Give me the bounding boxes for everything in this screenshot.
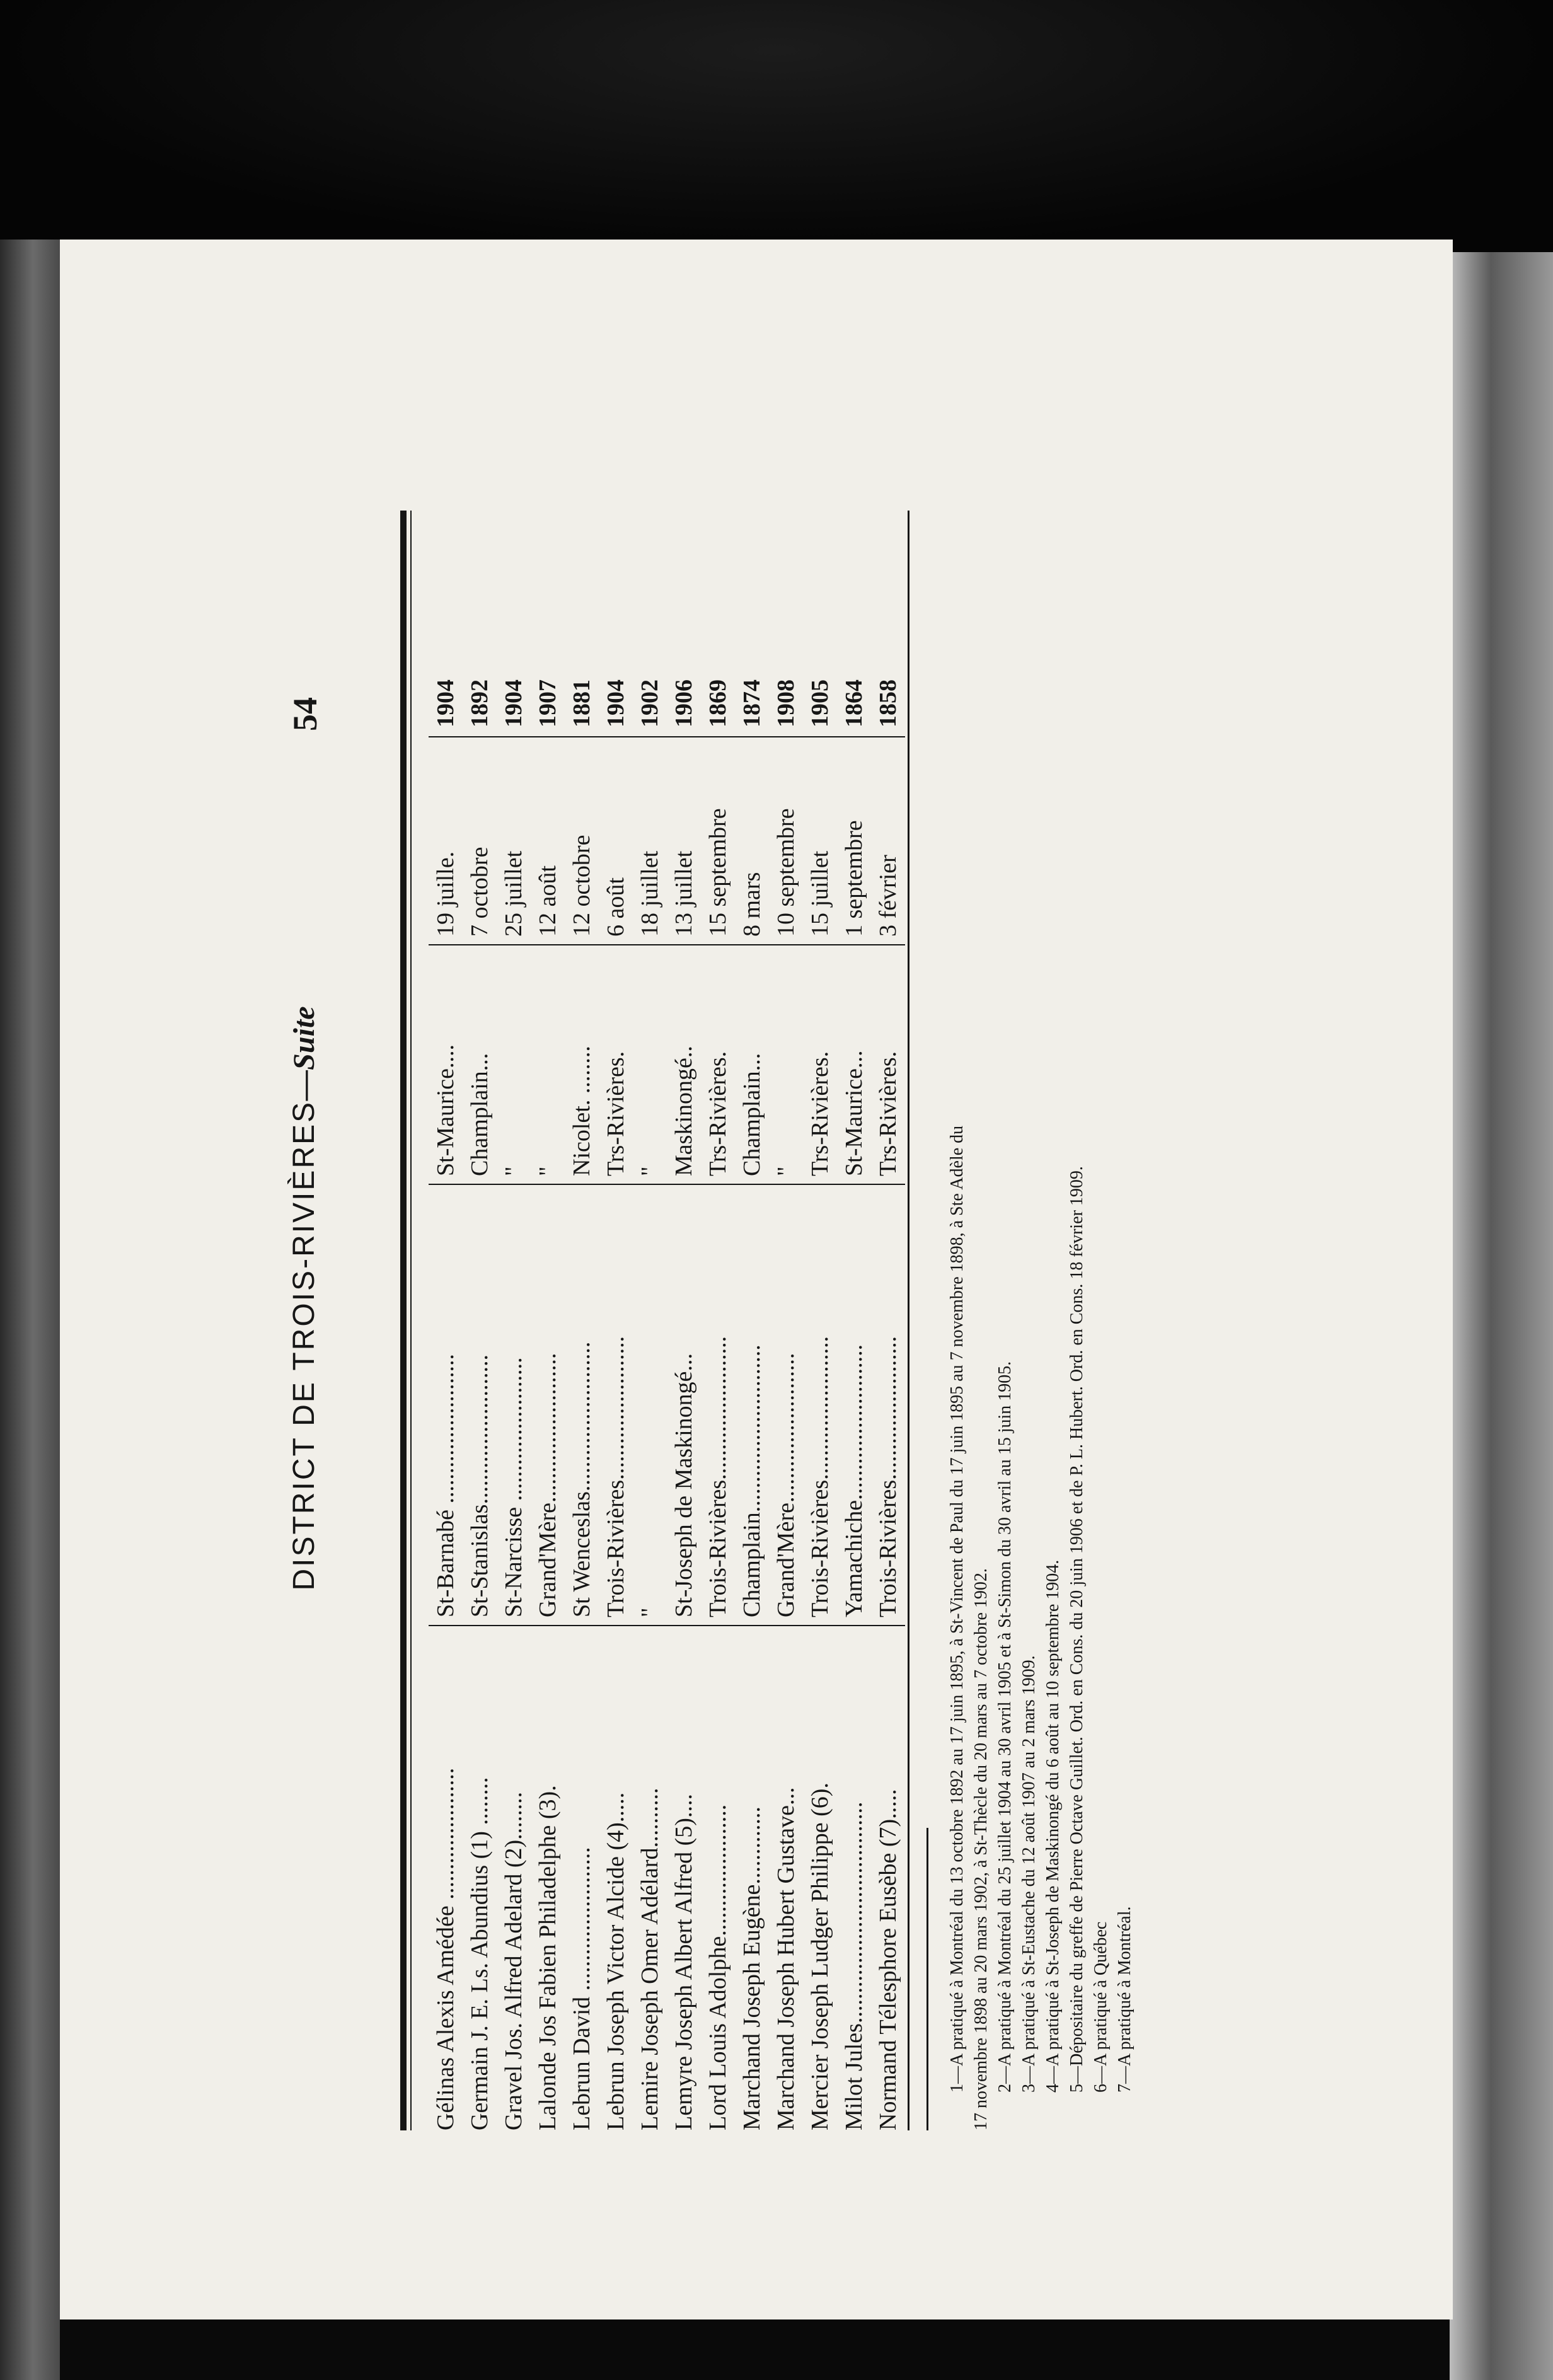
table-row <box>633 511 667 2130</box>
notary-county: St-Maurice.... <box>429 945 463 1185</box>
notary-county: Maskinongé.. <box>667 945 701 1185</box>
footnote: 6—A pratiqué à Québec <box>1091 1921 1111 2093</box>
table-top-rule-thin <box>410 511 412 2130</box>
notary-parish: Trois-Rivières........................ <box>701 1185 735 1626</box>
footnotes <box>945 511 1137 2130</box>
commission-date: 12 août <box>531 737 565 945</box>
notary-parish: St-Barnabé ......................... <box>429 1185 463 1626</box>
notary-county: " <box>769 945 803 1185</box>
commission-year: 1908 <box>769 649 803 737</box>
table-row <box>735 511 769 2130</box>
commission-date: 3 février <box>871 737 905 945</box>
footnote-rule <box>927 1828 928 2130</box>
table-row <box>463 511 497 2130</box>
commission-year: 1907 <box>531 649 565 737</box>
commission-year: 1904 <box>497 649 531 737</box>
notary-parish: Grand'Mère......................... <box>769 1185 803 1626</box>
footnote: 1—A pratiqué à Montréal du 13 octobre 1892 au 17 juin 1895, à St-Vincent de Paul du 17 juin 1895 au 7 novembre 1898, à Ste Adèle du <box>947 1125 967 2093</box>
table-row <box>429 511 463 2130</box>
notary-name: Lemyre Joseph Albert Alfred (5).... <box>671 1794 697 2130</box>
commission-date: 6 août <box>599 737 633 945</box>
footnote: 2—A pratiqué à Montréal du 25 juillet 1904 au 30 avril 1905 et à St-Simon du 30 avril au 15 juin 1905. <box>995 1361 1015 2093</box>
commission-date: 1 septembre <box>837 737 871 945</box>
page-title <box>287 681 321 1916</box>
table-row <box>531 511 565 2130</box>
commission-date: 7 octobre <box>463 737 497 945</box>
notary-name: Gélinas Alexis Amédée ...................... <box>432 1767 459 2130</box>
notary-county: St-Maurice... <box>837 945 871 1185</box>
table-row <box>769 511 803 2130</box>
notary-parish: Yamachiche.......................... <box>837 1185 871 1626</box>
commission-date: 15 juillet <box>803 737 837 945</box>
commission-date: 10 septembre <box>769 737 803 945</box>
notary-county: Champlain... <box>735 945 769 1185</box>
page-title-suffix: —Suite <box>287 1006 321 1100</box>
book-binding-edge <box>0 240 60 2380</box>
notary-name: Lebrun Joseph Victor Alcide (4)..... <box>603 1792 629 2130</box>
notary-county: " <box>531 945 565 1185</box>
commission-year: 1902 <box>633 649 667 737</box>
notary-county: " <box>633 945 667 1185</box>
table-row <box>599 511 633 2130</box>
notary-county: Trs-Rivières. <box>803 945 837 1185</box>
notary-name: Marchand Joseph Eugène............. <box>739 1806 765 2130</box>
commission-date: 12 octobre <box>565 737 599 945</box>
commission-year: 1892 <box>463 649 497 737</box>
commission-year: 1905 <box>803 649 837 737</box>
notary-parish: Trois-Rivières........................ <box>599 1185 633 1626</box>
commission-year: 1906 <box>667 649 701 737</box>
table-row <box>803 511 837 2130</box>
notary-parish: " <box>633 1185 667 1626</box>
commission-date: 25 juillet <box>497 737 531 945</box>
notary-county: Nicolet. ........ <box>565 945 599 1185</box>
notary-name: Germain J. E. Ls. Abundius (1) ........ <box>466 1777 493 2130</box>
commission-date: 8 mars <box>735 737 769 945</box>
commission-date: 15 septembre <box>701 737 735 945</box>
notary-name: Lalonde Jos Fabien Philadelphe (3). <box>534 1785 561 2130</box>
commission-year: 1858 <box>871 649 905 737</box>
commission-year: 1864 <box>837 649 871 737</box>
document-page <box>60 240 1453 2319</box>
notary-county: " <box>497 945 531 1185</box>
commission-year: 1904 <box>599 649 633 737</box>
notary-name: Normand Télesphore Eusèbe (7)..... <box>875 1789 901 2130</box>
table-row <box>497 511 531 2130</box>
footnote-continuation: 17 novembre 1898 au 20 mars 1902, à St-Thècle du 20 mars au 7 octobre 1902. <box>971 1568 991 2130</box>
notary-name: Marchand Joseph Hubert Gustave... <box>773 1787 799 2130</box>
page-title-text: DISTRICT DE TROIS-RIVIÈRES <box>287 1100 321 1591</box>
notary-name: Milot Jules..................................... <box>841 1801 867 2130</box>
notary-table <box>429 511 905 2130</box>
footnote: 4—A pratiqué à St-Joseph de Maskinongé du 6 août au 10 septembre 1904. <box>1043 1559 1063 2093</box>
table-bottom-rule <box>908 511 909 2130</box>
footnote: 5—Dépositaire du greffe de Pierre Octave Guillet. Ord. en Cons. du 20 juin 1906 et de P. L. Hubert. Ord. en Cons. 18 février 1909. <box>1067 1166 1087 2093</box>
notary-parish: Champlain............................ <box>735 1185 769 1626</box>
notary-name: Lebrun David ........................ <box>569 1847 595 2130</box>
table-top-rule <box>400 511 407 2130</box>
notary-parish: St Wenceslas......................... <box>565 1185 599 1626</box>
footnote: 3—A pratiqué à St-Eustache du 12 août 1907 au 2 mars 1909. <box>1019 1655 1039 2093</box>
notary-county: Trs-Rivières. <box>871 945 905 1185</box>
notary-name: Lord Louis Adolphe...................... <box>705 1804 731 2130</box>
notary-county: Trs-Rivières. <box>701 945 735 1185</box>
notary-parish: Trois-Rivières........................ <box>803 1185 837 1626</box>
page-number: 54 <box>286 697 324 731</box>
commission-date: 18 juillet <box>633 737 667 945</box>
notary-parish: Grand'Mère......................... <box>531 1185 565 1626</box>
notary-county: Trs-Rivières. <box>599 945 633 1185</box>
commission-date: 13 juillet <box>667 737 701 945</box>
table-row <box>837 511 871 2130</box>
scan-right-edge <box>1450 252 1553 2380</box>
table-row <box>871 511 905 2130</box>
scan-background <box>0 0 1553 252</box>
notary-parish: Trois-Rivières........................ <box>871 1185 905 1626</box>
commission-year: 1904 <box>429 649 463 737</box>
notary-name: Mercier Joseph Ludger Philippe (6). <box>807 1782 833 2130</box>
notary-county: Champlain... <box>463 945 497 1185</box>
notary-name: Lemire Joseph Omer Adélard.......... <box>637 1788 663 2130</box>
notary-parish: St-Stanislas......................... <box>463 1185 497 1626</box>
commission-year: 1869 <box>701 649 735 737</box>
commission-year: 1874 <box>735 649 769 737</box>
table-row <box>667 511 701 2130</box>
commission-date: 19 juille. <box>429 737 463 945</box>
commission-year: 1881 <box>565 649 599 737</box>
notary-name: Gravel Jos. Alfred Adelard (2)........ <box>500 1791 527 2130</box>
notary-parish: St-Joseph de Maskinongé... <box>667 1185 701 1626</box>
table-row <box>565 511 599 2130</box>
footnote: 7—A pratiqué à Montréal. <box>1115 1906 1134 2093</box>
rotated-page-content <box>60 240 1453 2319</box>
notary-parish: St-Narcisse ........................ <box>497 1185 531 1626</box>
table-row <box>701 511 735 2130</box>
